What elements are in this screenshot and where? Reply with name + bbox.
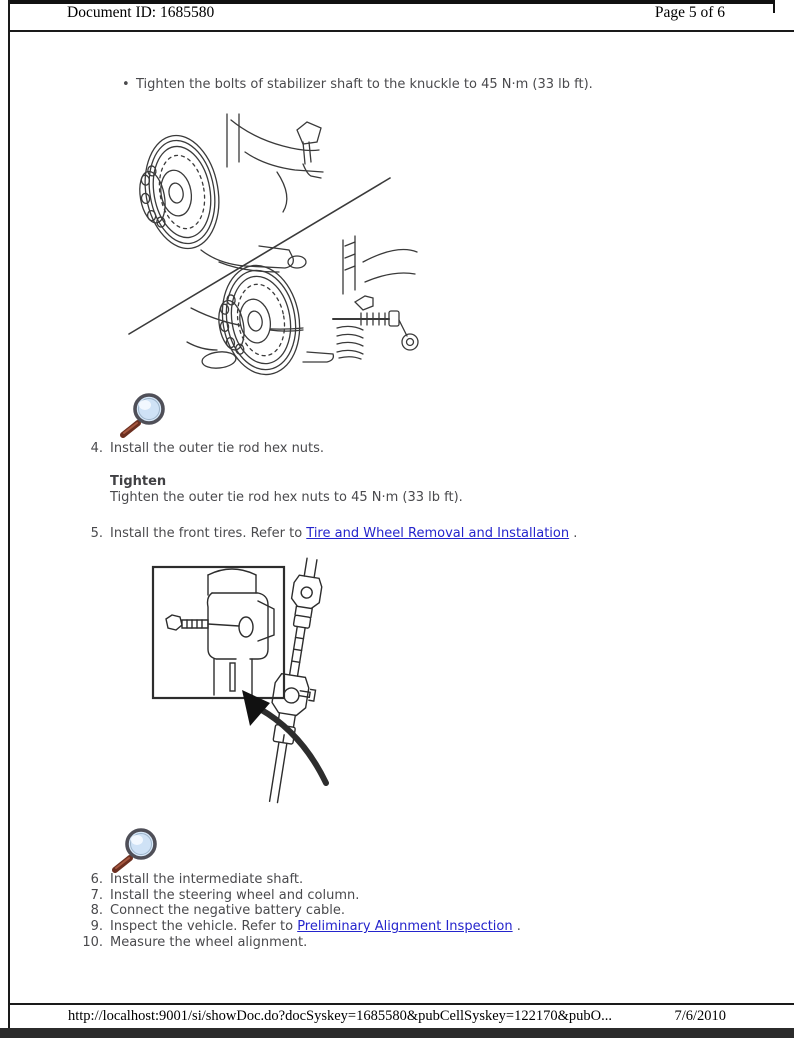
step-text: Install the outer tie rod hex nuts. bbox=[110, 441, 325, 456]
step-number: 6. bbox=[90, 872, 103, 887]
bottom-window-bar bbox=[0, 1028, 794, 1038]
step-text-pre: Inspect the vehicle. Refer to bbox=[110, 919, 298, 935]
step-text: Connect the negative battery cable. bbox=[110, 903, 346, 919]
step-7 bbox=[77, 888, 521, 904]
intermediate-shaft-drawing bbox=[150, 557, 360, 815]
footer-url: http://localhost:9001/si/showDoc.do?docSyskey=1685580&pubCellSyskey=122170&pubO... bbox=[68, 1008, 612, 1024]
step-text: Measure the wheel alignment. bbox=[110, 934, 308, 950]
steps-6-10-list bbox=[77, 872, 521, 950]
step-text-post: . bbox=[512, 919, 521, 935]
magnifier-zoom-icon[interactable] bbox=[116, 392, 172, 444]
page-footer bbox=[68, 1008, 726, 1025]
step-9 bbox=[77, 919, 521, 935]
step-8 bbox=[77, 903, 521, 919]
page-frame-top-border-cap bbox=[773, 0, 775, 13]
page-number-label: Page 5 of 6 bbox=[654, 4, 725, 21]
step-number: 5. bbox=[90, 526, 103, 541]
magnifier-icon bbox=[116, 392, 172, 440]
step-number: 10. bbox=[82, 934, 103, 950]
header-divider bbox=[8, 30, 794, 32]
figure-intermediate-shaft bbox=[150, 557, 360, 815]
figure-stabilizer-knuckle bbox=[127, 112, 419, 380]
step-number: 8. bbox=[90, 903, 103, 919]
footer-date: 7/6/2010 bbox=[674, 1008, 726, 1024]
bullet-torque-note: Tighten the bolts of stabilizer shaft to the knuckle to 45 N·m (33 lb ft). bbox=[136, 77, 593, 92]
step-text-post: . bbox=[569, 526, 578, 541]
step-4 bbox=[77, 441, 324, 457]
page-header bbox=[67, 4, 725, 22]
footer-divider bbox=[8, 1003, 794, 1005]
step-text: Install the intermediate shaft. bbox=[110, 872, 304, 887]
step-10 bbox=[77, 935, 521, 951]
bullet-marker: • bbox=[122, 77, 130, 92]
document-id-label: Document ID: 1685580 bbox=[67, 4, 215, 21]
step-number: 9. bbox=[90, 919, 103, 935]
link-preliminary-alignment-inspection[interactable]: Preliminary Alignment Inspection bbox=[297, 919, 513, 935]
step-number: 4. bbox=[90, 441, 103, 456]
step-6 bbox=[77, 872, 521, 888]
step-text: Install the steering wheel and column. bbox=[110, 887, 360, 903]
step-5 bbox=[77, 526, 577, 542]
step-text bbox=[110, 919, 521, 935]
stabilizer-knuckle-drawing bbox=[127, 112, 419, 380]
step-number: 7. bbox=[90, 887, 103, 903]
magnifier-icon bbox=[108, 827, 164, 875]
step-text-pre: Install the front tires. Refer to bbox=[110, 526, 307, 541]
tighten-heading: Tighten bbox=[110, 474, 167, 489]
page-frame-left-border bbox=[8, 0, 10, 1028]
tighten-block bbox=[110, 474, 463, 505]
step-text bbox=[110, 526, 577, 542]
link-tire-and-wheel-removal[interactable]: Tire and Wheel Removal and Installation bbox=[306, 526, 570, 541]
tighten-spec: Tighten the outer tie rod hex nuts to 45 N·m (33 lb ft). bbox=[110, 489, 463, 505]
